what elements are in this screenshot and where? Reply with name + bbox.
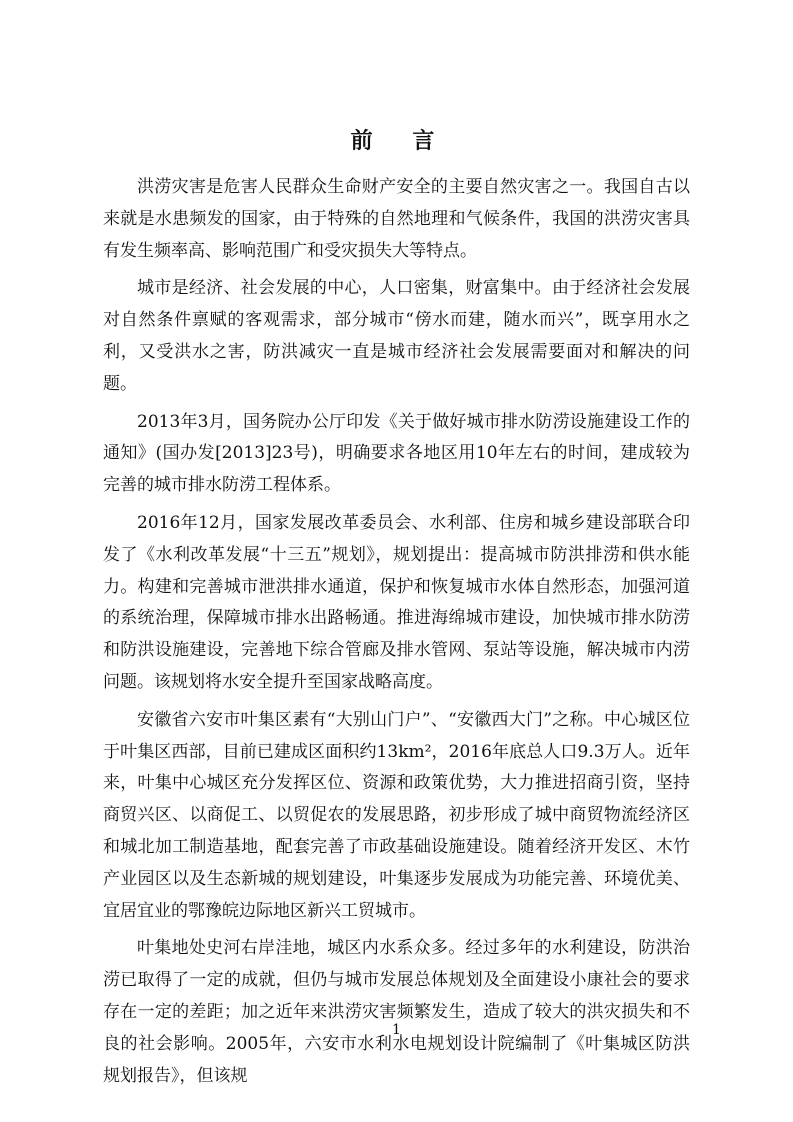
paragraph-2: 城市是经济、社会发展的中心，人口密集，财富集中。由于经济社会发展对自然条件禀赋的客观需求，部分城市“傍水而建，随水而兴”，既享用水之利，又受洪水之害，防洪减灾一直是城市经济社会发展需要面对和解决的问题。 [103, 278, 690, 394]
page-title: 前 言 [350, 129, 451, 154]
paragraph-4: 2016年12月，国家发展改革委员会、水利部、住房和城乡建设部联合印发了《水利改革发展“十三五”规划》，规划提出：提高城市防洪排涝和供水能力。构建和完善城市泄洪排水通道，保护和恢复城市水体自然形态，加强河道的系统治理，保障城市排水出路畅通。推进海绵城市建设，加快城市排水防涝和防洪设施建设，完善地下综合管廊及排水管网、泵站等设施，解决城市内涝问题。该规划将水安全提升至国家战略高度。 [103, 512, 690, 692]
page-number: 1 [392, 1022, 401, 1038]
paragraph-3: 2013年3月，国务院办公厅印发《关于做好城市排水防涝设施建设工作的通知》(国办发[2013]23号)，明确要求各地区用10年左右的时间，建成较为完善的城市排水防涝工程体系。 [103, 411, 690, 496]
paragraph-5: 安徽省六安市叶集区素有“大别山门户”、“安徽西大门”之称。中心城区位于叶集区西部，目前已建成区面积约13km²，2016年底总人口9.3万人。近年来，叶集中心城区充分发挥区位、资源和政策优势，大力推进招商引资，坚持商贸兴区、以商促工、以贸促农的发展思路，初步形成了城中商贸物流经济区和城北加工制造基地，配套完善了市政基础设施建设。随着经济开发区、木竹产业园区以及生态新城的规划建设，叶集逐步发展成为功能完善、环境优美、宜居宜业的鄂豫皖边际地区新兴工贸城市。 [103, 709, 690, 921]
paragraph-6: 叶集地处史河右岸洼地，城区内水系众多。经过多年的水利建设，防洪治涝已取得了一定的成就，但仍与城市发展总体规划及全面建设小康社会的要求存在一定的差距；加之近年来洪涝灾害频繁发生，造成了较大的洪灾损失和不良的社会影响。2005年，六安市水利水电规划设计院编制了《叶集城区防洪规划报告》，但该规 [103, 938, 690, 1086]
body-text [103, 172, 690, 1098]
paragraph-1: 洪涝灾害是危害人民群众生命财产安全的主要自然灾害之一。我国自古以来就是水患频发的国家，由于特殊的自然地理和气候条件，我国的洪涝灾害具有发生频率高、影响范围广和受灾损失大等特点。 [103, 177, 690, 261]
